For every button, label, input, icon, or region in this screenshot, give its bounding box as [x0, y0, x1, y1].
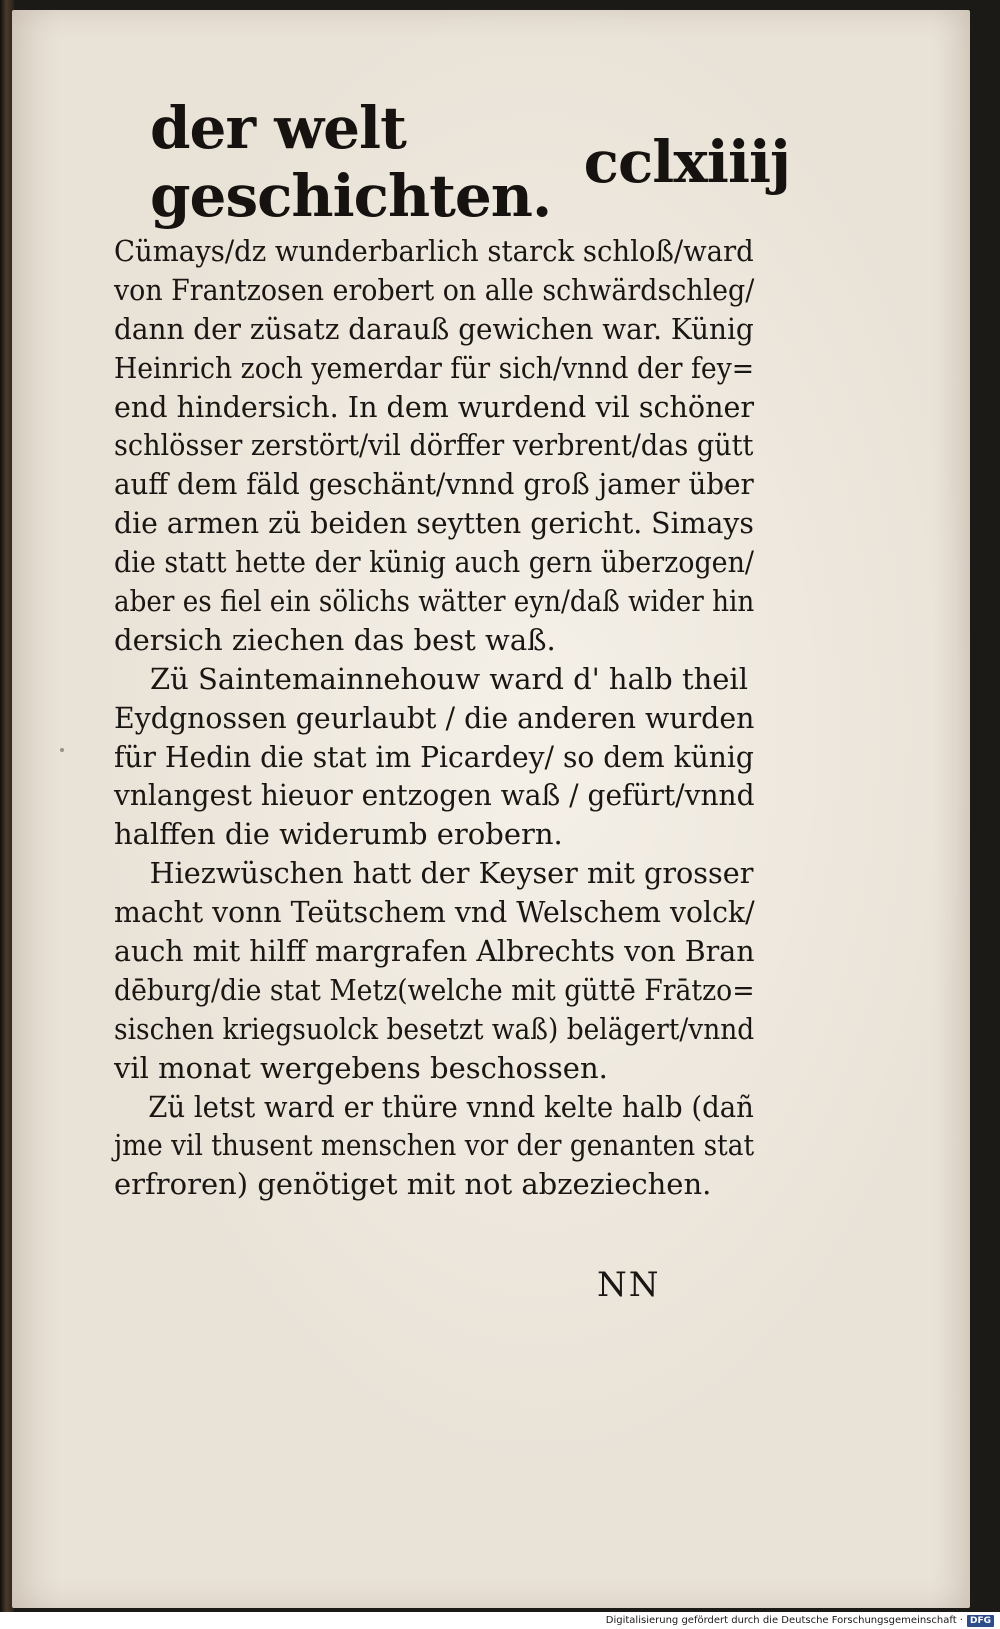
- text-line: aber es fiel ein sölichs wätter eyn/daß wider hin: [114, 584, 755, 619]
- text-line: macht vonn Teütschem vnd Welschem volck/: [114, 895, 755, 930]
- text-line: end hindersich. In dem wurdend vil schöner: [114, 389, 755, 424]
- text-line: schlösser zerstört/vil dörffer verbrent/das gütt: [114, 428, 754, 463]
- funding-credit: Digitalisierung gefördert durch die Deutsche Forschungsgemeinschaft ·: [605, 1615, 963, 1626]
- text-line: sischen kriegsuolck besetzt waß) belägert/vnnd: [114, 1011, 755, 1046]
- text-line: erfroren) genötiget mit not abzeziechen.: [114, 1167, 712, 1202]
- body-text: [114, 232, 754, 1204]
- text-line: Zü Saintemainnehouw ward d' halb theil: [150, 661, 748, 696]
- text-line: für Hedin die stat im Picardey/ so dem künig: [114, 739, 754, 774]
- text-line: vnlangest hieuor entzogen waß / gefürt/vnnd: [114, 778, 755, 813]
- text-line: auff dem fäld geschänt/vnnd groß jamer über: [114, 467, 754, 502]
- catchword: NN: [597, 1265, 661, 1305]
- text-line: Hiezwüschen hatt der Keyser mit grosser: [149, 856, 754, 891]
- dfg-logo: DFG: [967, 1615, 994, 1627]
- text-line: auch mit hilff margrafen Albrechts von Bran: [114, 934, 755, 969]
- ink-spot: [60, 748, 64, 752]
- book-page: [12, 10, 970, 1608]
- digitization-footer: [0, 1612, 1000, 1629]
- text-line: dēburg/die stat Metz(welche mit güttē Frātzo=: [114, 972, 755, 1007]
- text-line: vil monat wergebens beschossen.: [114, 1050, 608, 1085]
- running-head: [150, 94, 790, 230]
- text-line: die armen zü beiden seytten gericht. Simays: [114, 506, 754, 541]
- text-line: dersich ziechen das best waß.: [114, 622, 556, 657]
- text-line: Zü letst ward er thüre vnnd kelte halb (dañ: [148, 1089, 754, 1124]
- text-line: Heinrich zoch yemerdar für sich/vnnd der fey=: [114, 350, 755, 385]
- text-line: dann der züsatz darauß gewichen war. Künig: [114, 311, 754, 346]
- ink-spot: [724, 486, 728, 490]
- text-line: jme vil thusent menschen vor der genanten stat: [114, 1128, 755, 1163]
- text-line: Eydgnossen geurlaubt / die anderen wurden: [114, 700, 755, 735]
- text-line: von Frantzosen erobert on alle schwärdschleg/: [114, 272, 755, 307]
- folio-number: cclxiiij: [583, 128, 790, 196]
- text-line: die statt hette der künig auch gern überzogen/: [114, 545, 755, 580]
- text-line: halffen die widerumb erobern.: [114, 817, 563, 852]
- text-line: Cümays/dz wunderbarlich starck schloß/ward: [114, 234, 754, 268]
- running-head-title: der welt geschichten.: [150, 94, 552, 230]
